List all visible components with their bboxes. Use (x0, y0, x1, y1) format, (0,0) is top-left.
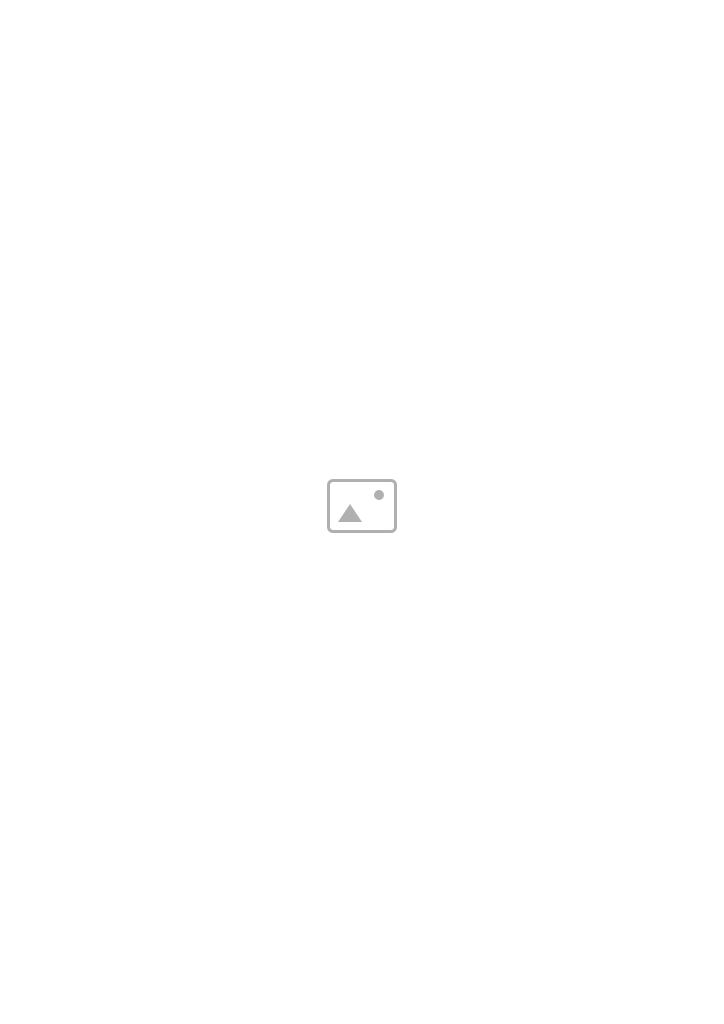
image-missing-icon (327, 479, 397, 533)
